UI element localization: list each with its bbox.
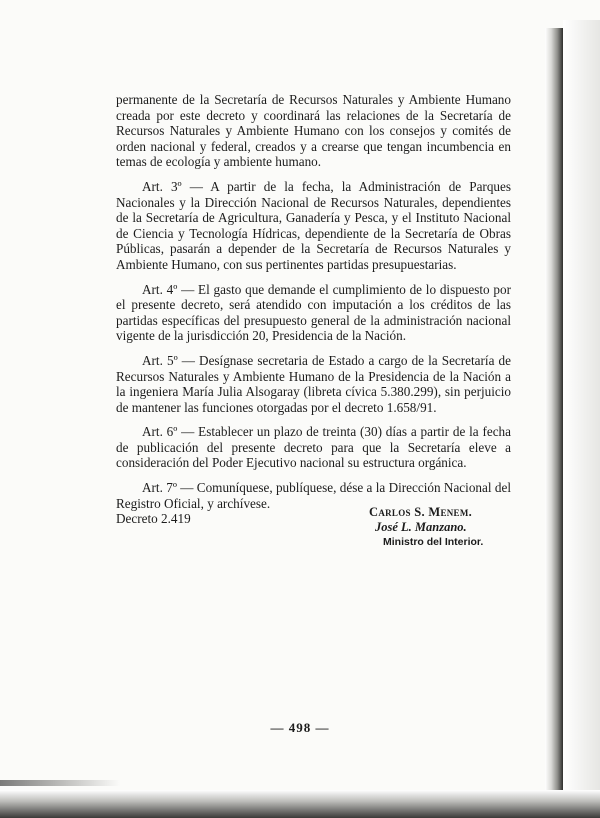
article-4: Art. 4º — El gasto que demande el cumplimiento de lo dispuesto por el presente decreto, será atendido con imputación a los créditos de las partidas específicas del presupuesto general de la administración nacional vigente de la jurisdicción 20, Presidencia de la Nación. bbox=[116, 281, 511, 344]
president-signature: Carlos S. Menem. bbox=[369, 505, 473, 519]
book-spine-shadow bbox=[545, 28, 563, 798]
article-6: Art. 6º — Establecer un plazo de treinta (30) días a partir de la fecha de publicación del presente decreto para que la Secretaría eleve a consideración del Poder Ejecutivo nacional su estructura orgánica. bbox=[116, 424, 511, 471]
minister-signature: José L. Manzano. bbox=[375, 520, 467, 534]
bottom-page-edge bbox=[0, 790, 600, 818]
scan-artifact bbox=[0, 780, 120, 786]
minister-role: Ministro del Interior. bbox=[383, 536, 484, 548]
article-5: Art. 5º — Desígnase secretaria de Estado a cargo de la Secretaría de Recursos Naturales y Ambiente Humano de la Presidencia de la Nación a la ingeniera María Julia Alsogaray (libreta cívica 5.380.299), sin perjuicio de mantener las funciones otorgadas por el decreto 1.658/91. bbox=[116, 352, 511, 415]
article-3: Art. 3º — A partir de la fecha, la Administración de Parques Nacionales y la Dirección Nacional de Recursos Naturales, dependientes de la Secretaría de Agricultura, Ganadería y Pesca, y el Instituto Nacional de Ciencia y Tecnología Hídricas, dependiente de la Secretaría de Obras Públicas, pasarán a depender de la Secretaría de Recursos Naturales y Ambiente Humano, con sus pertinentes partidas presupuestarias. bbox=[116, 178, 511, 272]
decree-number: Decreto 2.419 bbox=[116, 511, 191, 527]
page-edge bbox=[563, 20, 600, 818]
page-number: — 498 — bbox=[270, 720, 330, 735]
decree-body bbox=[116, 92, 511, 527]
paragraph-continuation: permanente de la Secretaría de Recursos Naturales y Ambiente Humano creada por este decreto y coordinará las relaciones de la Secretaría de Recursos Naturales y Ambiente Humano con los consejos y comités de orden nacional y federal, creados y a crearse que tengan incumbencia en temas de ecología y ambiente humano. bbox=[116, 92, 511, 170]
signature-block bbox=[369, 505, 483, 550]
article-7: Art. 7º — Comuníquese, publíquese, dése a la Dirección Nacional del Registro Oficial, y archívese. bbox=[116, 480, 511, 511]
